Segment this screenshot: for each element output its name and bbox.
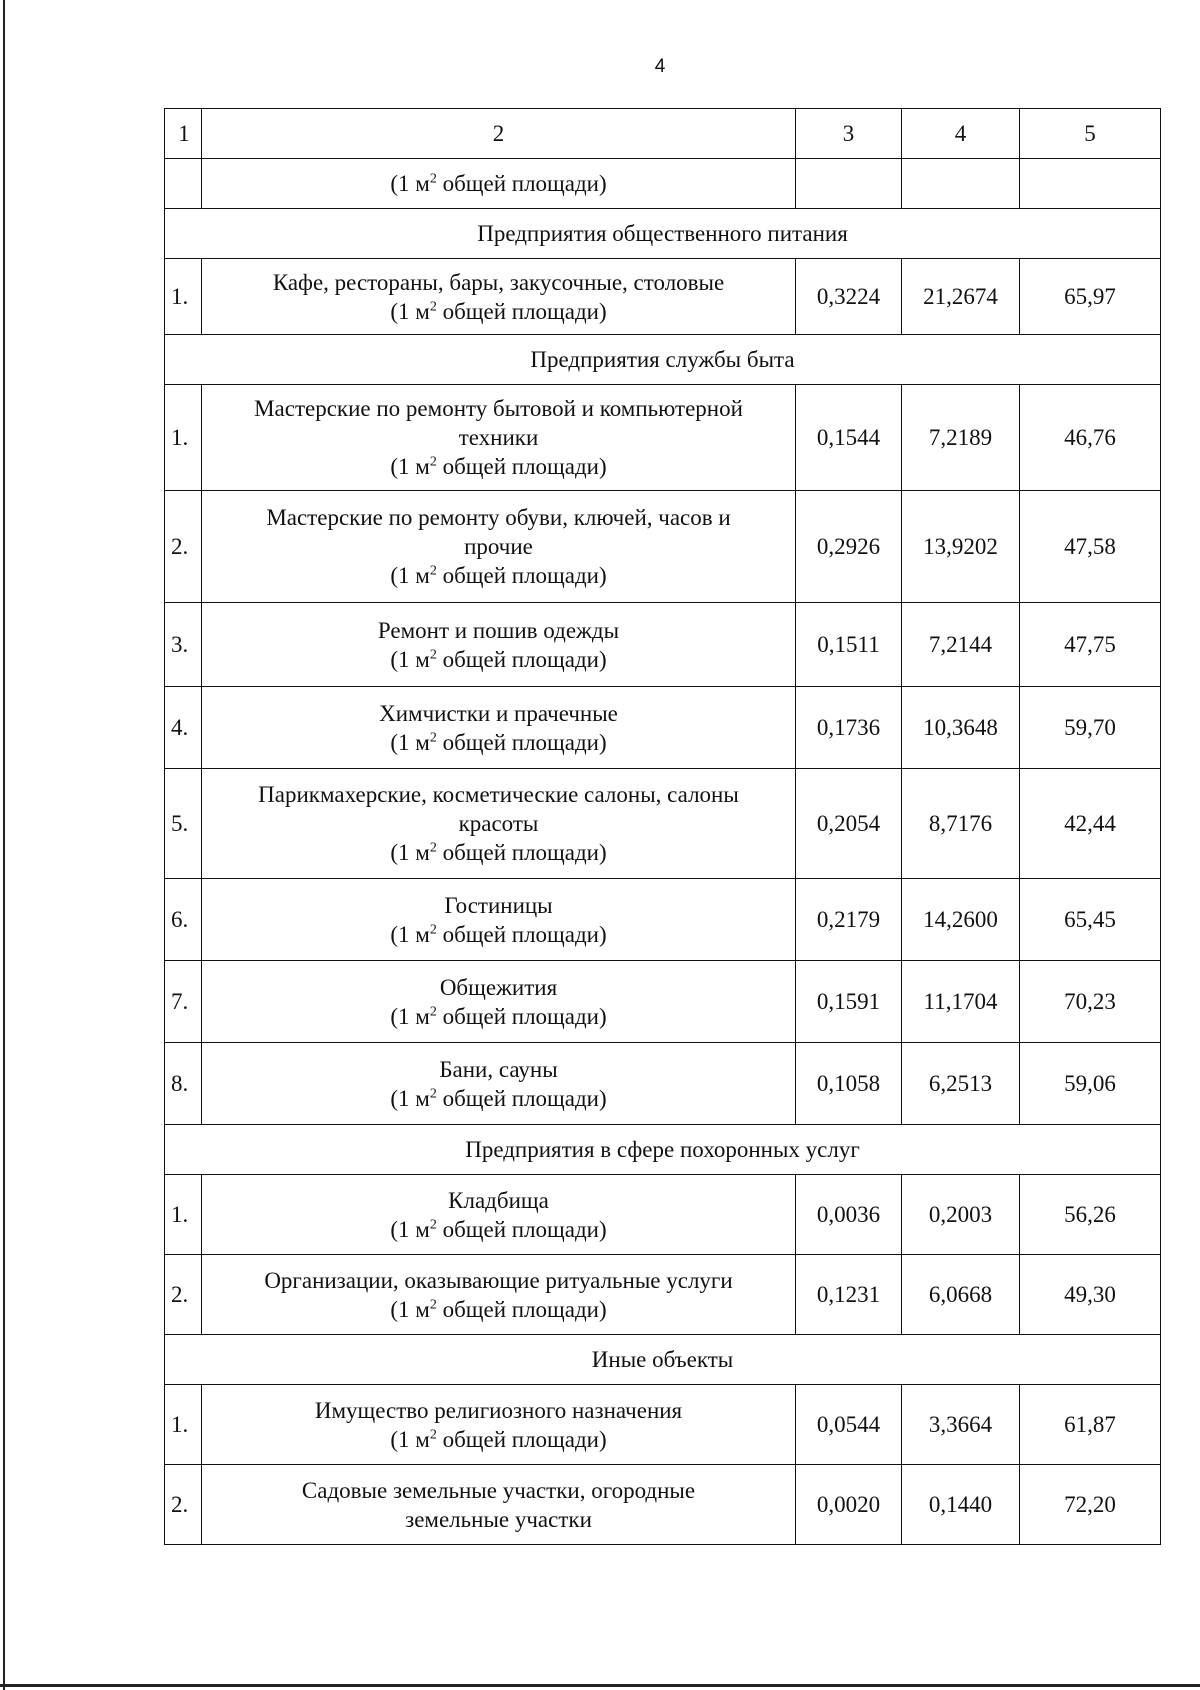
unit-sup: 2	[429, 563, 437, 579]
object-name-cell	[202, 259, 796, 335]
value-c3: 0,1231	[796, 1255, 902, 1335]
object-name-line: красоты	[458, 811, 539, 836]
object-name-line: Общежития	[439, 974, 558, 1000]
value-c5: 46,76	[1020, 385, 1161, 491]
object-name-cell	[202, 769, 796, 879]
value-c4: 7,2144	[902, 603, 1020, 687]
unit-line	[206, 1002, 791, 1031]
unit-sup: 2	[429, 1085, 437, 1101]
object-name-cell	[202, 879, 796, 961]
row-number: 5.	[165, 769, 202, 879]
tariff-table	[164, 108, 1161, 1545]
value-c3: 0,1511	[796, 603, 902, 687]
unit-suffix: общей площади)	[436, 921, 607, 947]
continuation-c5-cell	[1020, 159, 1161, 209]
value-c5: 61,87	[1020, 1385, 1161, 1465]
object-name-line: Гостиницы	[444, 892, 553, 918]
value-c5: 47,75	[1020, 603, 1161, 687]
table-row	[165, 769, 1161, 879]
value-c5: 42,44	[1020, 769, 1161, 879]
value-c4: 21,2674	[902, 259, 1020, 335]
unit-sup: 2	[429, 1426, 437, 1442]
table-row	[165, 1255, 1161, 1335]
continuation-num-cell	[165, 159, 202, 209]
table-row	[165, 879, 1161, 961]
value-c5: 47,58	[1020, 491, 1161, 603]
object-name-line: Мастерские по ремонту бытовой и компьютерной	[254, 396, 743, 421]
continuation-c3-cell	[796, 159, 902, 209]
scan-edge-left	[3, 0, 5, 1690]
value-c3: 0,0036	[796, 1175, 902, 1255]
unit-suffix: общей площади)	[436, 1216, 607, 1242]
table-row	[165, 1175, 1161, 1255]
unit-prefix: (1 м	[390, 1085, 430, 1111]
unit-prefix: (1 м	[390, 1216, 430, 1242]
object-name-cell	[202, 385, 796, 491]
value-c4: 6,2513	[902, 1043, 1020, 1125]
value-c3: 0,1736	[796, 687, 902, 769]
object-name-cell	[202, 1465, 796, 1545]
row-number: 3.	[165, 603, 202, 687]
unit-line	[206, 1425, 791, 1454]
section-row	[165, 209, 1161, 259]
unit-prefix: (1 м	[390, 921, 430, 947]
table-row	[165, 259, 1161, 335]
object-name-line: Садовые земельные участки, огородные	[301, 1477, 696, 1503]
unit-sup: 2	[429, 921, 437, 937]
unit-suffix: общей площади)	[436, 1085, 607, 1111]
column-header-2: 2	[202, 109, 796, 159]
unit-line	[206, 561, 791, 590]
value-c4: 6,0668	[902, 1255, 1020, 1335]
unit-line	[206, 645, 791, 674]
section-title: Иные объекты	[165, 1335, 1161, 1385]
unit-prefix: (1 м	[390, 840, 430, 865]
value-c3: 0,0020	[796, 1465, 902, 1545]
object-name-line: Бани, сауны	[439, 1056, 558, 1082]
unit-sup: 2	[429, 1296, 437, 1312]
unit-prefix: (1 м	[390, 1296, 430, 1322]
column-header-1: 1	[165, 109, 202, 159]
unit-sup: 2	[429, 1003, 437, 1019]
continuation-c4-cell	[902, 159, 1020, 209]
value-c5: 59,70	[1020, 687, 1161, 769]
value-c4: 13,9202	[902, 491, 1020, 603]
section-row	[165, 1335, 1161, 1385]
page-number: 4	[654, 56, 666, 77]
table-row	[165, 687, 1161, 769]
object-name-line: Имущество религиозного назначения	[314, 1397, 683, 1423]
value-c5: 59,06	[1020, 1043, 1161, 1125]
unit-prefix: (1 м	[390, 298, 430, 324]
value-c5: 72,20	[1020, 1465, 1161, 1545]
value-c4: 11,1704	[902, 961, 1020, 1043]
section-title: Предприятия службы быта	[165, 335, 1161, 385]
row-number: 4.	[165, 687, 202, 769]
object-name-line: Химчистки и прачечные	[379, 700, 618, 726]
row-number: 1.	[165, 1385, 202, 1465]
table-row	[165, 385, 1161, 491]
unit-suffix: общей площади)	[436, 729, 607, 755]
unit-line	[206, 452, 791, 481]
object-name-cell	[202, 1175, 796, 1255]
continuation-row	[165, 159, 1161, 209]
unit-line	[206, 1215, 791, 1244]
object-name-cell	[202, 1385, 796, 1465]
unit-prefix: (1 м	[390, 454, 430, 479]
row-number: 2.	[165, 491, 202, 603]
value-c3: 0,3224	[796, 259, 902, 335]
value-c5: 70,23	[1020, 961, 1161, 1043]
column-header-4: 4	[902, 109, 1020, 159]
unit-line	[206, 920, 791, 949]
row-number: 1.	[165, 259, 202, 335]
table-row	[165, 1465, 1161, 1545]
value-c4: 7,2189	[902, 385, 1020, 491]
unit-suffix: общей площади)	[436, 1003, 607, 1029]
table-row	[165, 961, 1161, 1043]
object-name-line: техники	[458, 425, 539, 450]
value-c4: 0,2003	[902, 1175, 1020, 1255]
object-name-line: Организации, оказывающие ритуальные услуги	[264, 1267, 733, 1293]
value-c3: 0,1544	[796, 385, 902, 491]
unit-line	[206, 1084, 791, 1113]
unit-prefix: (1 м	[390, 563, 430, 588]
unit-prefix: (1 м	[390, 646, 430, 672]
object-name-line: прочие	[464, 534, 533, 559]
unit-suffix: общей площади)	[436, 454, 607, 479]
value-c4: 8,7176	[902, 769, 1020, 879]
table-row	[165, 603, 1161, 687]
value-c3: 0,2179	[796, 879, 902, 961]
object-name-line: Парикмахерские, косметические салоны, салоны	[258, 782, 739, 807]
object-name-line: земельные участки	[405, 1506, 592, 1532]
object-name-line: Ремонт и пошив одежды	[377, 617, 620, 643]
row-number: 2.	[165, 1465, 202, 1545]
object-name-cell	[202, 1043, 796, 1125]
value-c3: 0,2054	[796, 769, 902, 879]
unit-suffix: общей площади)	[436, 1426, 607, 1452]
section-row	[165, 1125, 1161, 1175]
unit-suffix: общей площади)	[436, 171, 607, 196]
row-number: 8.	[165, 1043, 202, 1125]
object-name-cell	[202, 961, 796, 1043]
table-row	[165, 491, 1161, 603]
unit-suffix: общей площади)	[436, 646, 607, 672]
unit-line	[206, 728, 791, 757]
tariff-table-container	[164, 108, 1160, 1545]
value-c4: 0,1440	[902, 1465, 1020, 1545]
object-name-line: Кафе, рестораны, бары, закусочные, столовые	[272, 269, 725, 295]
unit-line	[206, 838, 791, 867]
continuation-unit-cell	[202, 159, 796, 209]
object-name-cell	[202, 491, 796, 603]
section-title: Предприятия в сфере похоронных услуг	[165, 1125, 1161, 1175]
column-header-3: 3	[796, 109, 902, 159]
unit-prefix: (1 м	[390, 729, 430, 755]
unit-suffix: общей площади)	[436, 840, 607, 865]
unit-sup: 2	[429, 729, 437, 745]
value-c5: 56,26	[1020, 1175, 1161, 1255]
unit-prefix: (1 м	[390, 1003, 430, 1029]
unit-sup: 2	[429, 840, 437, 856]
value-c3: 0,0544	[796, 1385, 902, 1465]
value-c4: 10,3648	[902, 687, 1020, 769]
unit-suffix: общей площади)	[436, 1296, 607, 1322]
scan-edge-bottom	[0, 1684, 1200, 1687]
unit-suffix: общей площади)	[436, 563, 607, 588]
row-number: 6.	[165, 879, 202, 961]
value-c5: 65,45	[1020, 879, 1161, 961]
column-number-row	[165, 109, 1161, 159]
row-number: 7.	[165, 961, 202, 1043]
section-row	[165, 335, 1161, 385]
object-name-cell	[202, 603, 796, 687]
table-row	[165, 1043, 1161, 1125]
value-c5: 65,97	[1020, 259, 1161, 335]
value-c3: 0,1591	[796, 961, 902, 1043]
unit-line	[206, 297, 791, 326]
unit-sup: 2	[429, 1216, 437, 1232]
unit-suffix: общей площади)	[436, 298, 607, 324]
unit-sup: 2	[429, 454, 437, 470]
row-number: 1.	[165, 1175, 202, 1255]
object-name-cell	[202, 687, 796, 769]
value-c4: 14,2600	[902, 879, 1020, 961]
object-name-cell	[202, 1255, 796, 1335]
object-name-line: Мастерские по ремонту обуви, ключей, часов и	[266, 505, 731, 530]
unit-sup: 2	[429, 171, 437, 187]
value-c3: 0,2926	[796, 491, 902, 603]
value-c5: 49,30	[1020, 1255, 1161, 1335]
unit-sup: 2	[429, 298, 437, 314]
unit-sup: 2	[429, 646, 437, 662]
section-title: Предприятия общественного питания	[165, 209, 1161, 259]
unit-prefix: (1 м	[390, 1426, 430, 1452]
value-c3: 0,1058	[796, 1043, 902, 1125]
column-header-5: 5	[1020, 109, 1161, 159]
row-number: 1.	[165, 385, 202, 491]
object-name-line: Кладбища	[448, 1187, 549, 1213]
unit-prefix: (1 м	[390, 171, 430, 196]
value-c4: 3,3664	[902, 1385, 1020, 1465]
table-row	[165, 1385, 1161, 1465]
unit-line	[206, 1295, 791, 1324]
row-number: 2.	[165, 1255, 202, 1335]
